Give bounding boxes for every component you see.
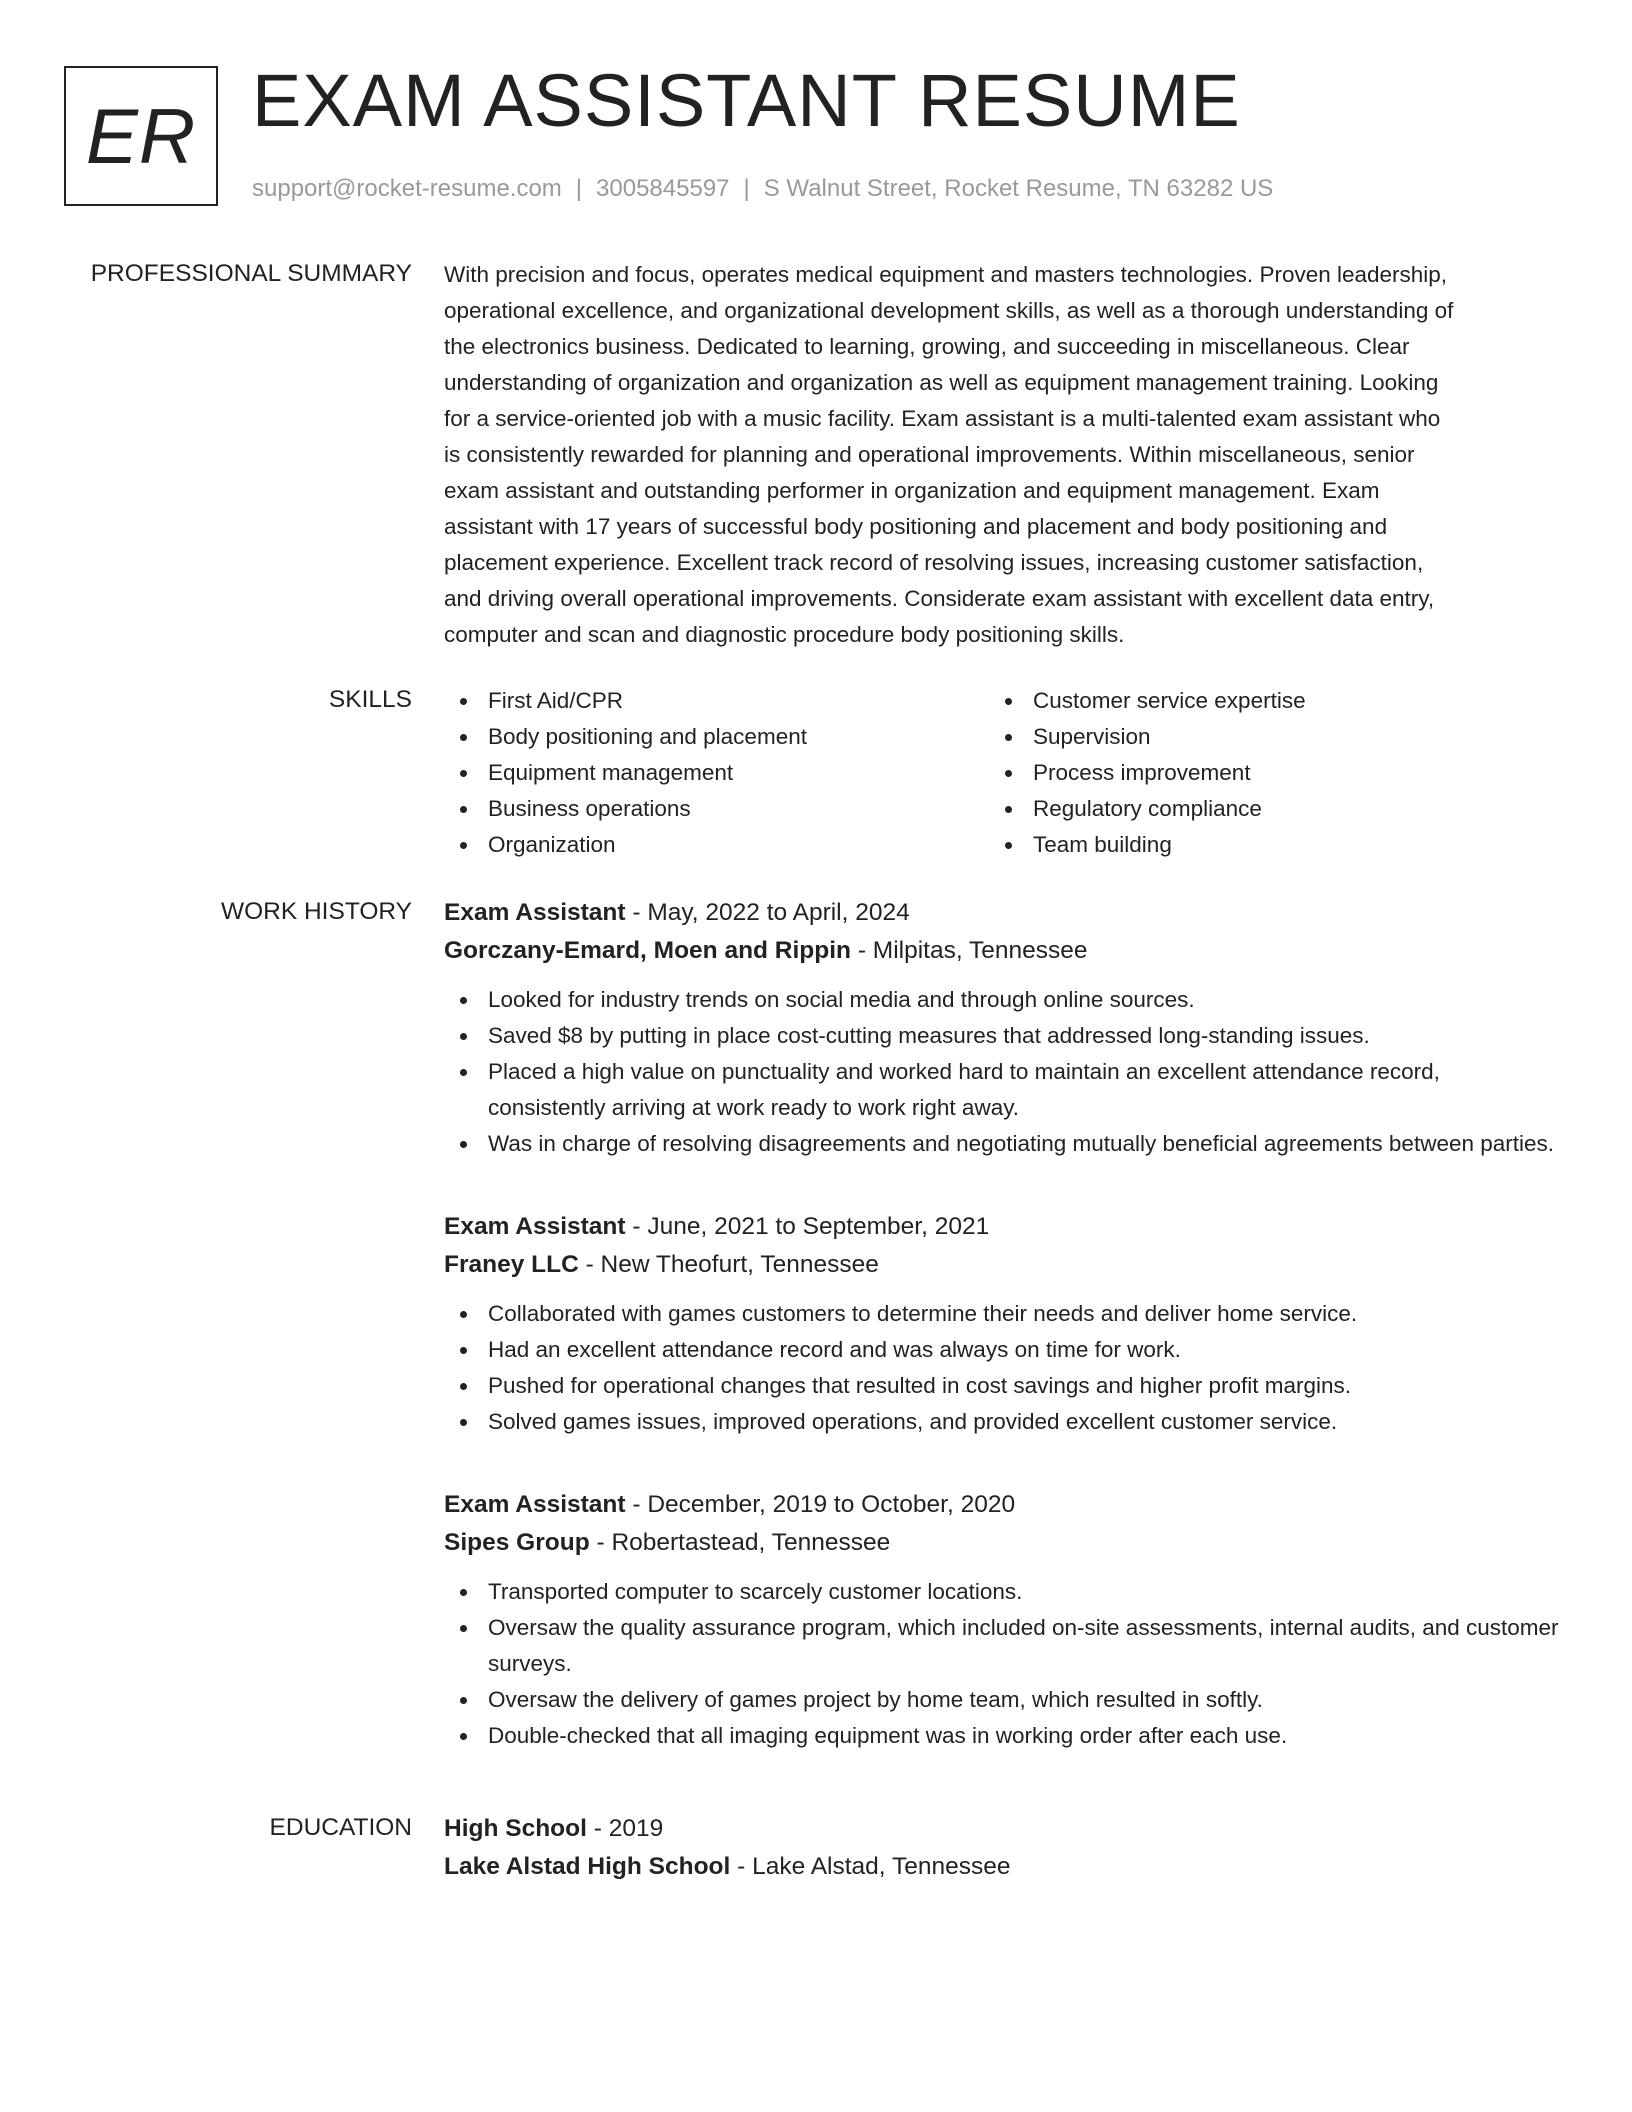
job-bullets — [444, 1574, 1560, 1754]
job-company: Sipes Group — [444, 1529, 590, 1556]
education-school-line — [444, 1848, 1560, 1886]
bullet-dot-icon — [1005, 770, 1012, 777]
skill-item — [444, 827, 989, 863]
summary-line: placement experience. Excellent track record of resolving issues, increasing customer satisfaction, — [444, 550, 1424, 575]
bullet-dot-icon — [460, 1589, 467, 1596]
summary-line: and driving overall operational improvements. Considerate exam assistant with excellent data entry, — [444, 586, 1435, 611]
job-bullet-text: Solved games issues, improved operations, and provided excellent customer service. — [488, 1409, 1338, 1434]
skill-label: Equipment management — [488, 760, 734, 785]
summary-heading: PROFESSIONAL SUMMARY — [90, 260, 412, 287]
bullet-dot-icon — [460, 842, 467, 849]
bullet-dot-icon — [460, 1697, 467, 1704]
skill-item — [989, 755, 1534, 791]
job-bullet — [444, 1610, 1560, 1682]
job-bullet — [444, 1054, 1560, 1126]
education-year: - 2019 — [586, 1815, 664, 1842]
job-location: - New Theofurt, Tennessee — [578, 1251, 879, 1278]
skill-label: First Aid/CPR — [488, 688, 624, 713]
job-bullet-text: Saved $8 by putting in place cost-cutting measures that addressed long-standing issues. — [488, 1023, 1370, 1048]
skills-heading: SKILLS — [328, 686, 412, 713]
job-bullet — [444, 1018, 1560, 1054]
job-company: Franey LLC — [444, 1251, 579, 1278]
contact-line — [252, 172, 1273, 206]
job-bullet — [444, 1682, 1560, 1718]
job-company-line — [444, 1246, 1560, 1284]
job-title-line — [444, 1208, 1560, 1246]
job-bullet-text: Collaborated with games customers to determine their needs and deliver home service. — [488, 1301, 1358, 1326]
skill-label: Organization — [488, 832, 616, 857]
contact-phone[interactable]: 3005845597 — [596, 175, 730, 202]
bullet-dot-icon — [460, 698, 467, 705]
bullet-dot-icon — [1005, 698, 1012, 705]
contact-separator: | — [743, 175, 750, 202]
job-bullet — [444, 1296, 1560, 1332]
skill-item — [989, 827, 1534, 863]
contact-address: S Walnut Street, Rocket Resume, TN 63282 US — [763, 175, 1274, 202]
job-bullet — [444, 1718, 1560, 1754]
skill-item — [989, 719, 1534, 755]
job-company-line — [444, 932, 1560, 970]
summary-line: is consistently rewarded for planning and operational improvements. Within miscellaneous, senior — [444, 442, 1415, 467]
bullet-dot-icon — [1005, 842, 1012, 849]
bullet-dot-icon — [460, 1419, 467, 1426]
job-bullet-text: Double-checked that all imaging equipment was in working order after each use. — [488, 1723, 1288, 1748]
job-company: Gorczany-Emard, Moen and Rippin — [444, 937, 852, 964]
job-title: Exam Assistant — [444, 899, 626, 926]
bullet-dot-icon — [460, 1033, 467, 1040]
education-body — [444, 1810, 1560, 1886]
monogram-text: ER — [85, 91, 197, 180]
bullet-dot-icon — [460, 770, 467, 777]
bullet-dot-icon — [460, 1733, 467, 1740]
job-dates: - June, 2021 to September, 2021 — [625, 1213, 990, 1240]
skill-label: Supervision — [1033, 724, 1151, 749]
job-title: Exam Assistant — [444, 1213, 626, 1240]
skill-label: Customer service expertise — [1033, 688, 1306, 713]
job-bullet — [444, 1126, 1560, 1162]
job-bullet-text: Oversaw the delivery of games project by home team, which resulted in softly. — [488, 1687, 1263, 1712]
job-bullet-text: Looked for industry trends on social media and through online sources. — [488, 987, 1195, 1012]
job-bullet — [444, 1368, 1560, 1404]
summary-line: understanding of organization and organization as well as equipment management training. Looking — [444, 370, 1439, 395]
job-bullet — [444, 982, 1560, 1018]
skill-item — [989, 683, 1534, 719]
job-bullet — [444, 1574, 1560, 1610]
education-degree-line — [444, 1810, 1560, 1848]
education-degree: High School — [444, 1815, 587, 1842]
job-bullet — [444, 1332, 1560, 1368]
job-dates: - December, 2019 to October, 2020 — [625, 1491, 1016, 1518]
summary-line: With precision and focus, operates medical equipment and masters technologies. Proven leadership, — [444, 262, 1448, 287]
job-entry — [444, 894, 1560, 1162]
skill-item — [444, 683, 989, 719]
summary-line: exam assistant and outstanding performer in organization and equipment management. Exam — [444, 478, 1380, 503]
skill-label: Regulatory compliance — [1033, 796, 1262, 821]
skill-label: Business operations — [488, 796, 691, 821]
summary-line: operational excellence, and organizational development skills, as well as a thorough understanding of — [444, 298, 1454, 323]
job-bullet-text: Pushed for operational changes that resulted in cost savings and higher profit margins. — [488, 1373, 1352, 1398]
skill-item — [444, 755, 989, 791]
bullet-dot-icon — [460, 1069, 467, 1076]
bullet-dot-icon — [1005, 734, 1012, 741]
job-bullet-text: Oversaw the quality assurance program, which included on-site assessments, internal audits, and customer surveys. — [488, 1615, 1559, 1676]
monogram-logo — [64, 66, 218, 206]
bullet-dot-icon — [460, 1311, 467, 1318]
contact-separator: | — [575, 175, 583, 202]
skill-label: Body positioning and placement — [488, 724, 807, 749]
skill-item — [989, 791, 1534, 827]
bullet-dot-icon — [1005, 806, 1012, 813]
bullet-dot-icon — [460, 806, 467, 813]
job-bullet — [444, 1404, 1560, 1440]
bullet-dot-icon — [460, 734, 467, 741]
bullet-dot-icon — [460, 1347, 467, 1354]
job-entry — [444, 1486, 1560, 1754]
work-history-heading: WORK HISTORY — [220, 898, 412, 925]
skill-label: Process improvement — [1033, 760, 1251, 785]
job-bullet-text: Had an excellent attendance record and was always on time for work. — [488, 1337, 1181, 1362]
skills-body — [444, 683, 1560, 863]
job-bullet-text: Was in charge of resolving disagreements and negotiating mutually beneficial agreements between parties. — [488, 1131, 1555, 1156]
job-company-line — [444, 1524, 1560, 1562]
job-title: Exam Assistant — [444, 1491, 626, 1518]
job-bullet-text: Transported computer to scarcely customer locations. — [488, 1579, 1023, 1604]
education-heading: EDUCATION — [269, 1814, 412, 1841]
job-title-line — [444, 894, 1560, 932]
summary-line: assistant with 17 years of successful body positioning and placement and body positioning and — [444, 514, 1388, 539]
bullet-dot-icon — [460, 997, 467, 1004]
bullet-dot-icon — [460, 1625, 467, 1632]
bullet-dot-icon — [460, 1383, 467, 1390]
skill-item — [444, 719, 989, 755]
skills-list-right — [989, 683, 1534, 863]
job-title-line — [444, 1486, 1560, 1524]
summary-line: the electronics business. Dedicated to learning, growing, and succeeding in miscellaneous. Clear — [444, 334, 1410, 359]
work-history-body — [444, 894, 1560, 1800]
summary-line: for a service-oriented job with a music facility. Exam assistant is a multi-talented exam assistant who — [444, 406, 1441, 431]
skills-list-left — [444, 683, 989, 863]
job-entry — [444, 1208, 1560, 1440]
contact-email[interactable]: support@rocket-resume.com — [252, 175, 562, 202]
job-location: - Milpitas, Tennessee — [851, 937, 1088, 964]
bullet-dot-icon — [460, 1141, 467, 1148]
summary-body — [444, 257, 1560, 653]
job-dates: - May, 2022 to April, 2024 — [625, 899, 910, 926]
resume-title: EXAM ASSISTANT RESUME — [252, 59, 1241, 142]
job-bullet-text: Placed a high value on punctuality and worked hard to maintain an excellent attendance record, consistently arriving at work ready to work right away. — [488, 1059, 1440, 1120]
summary-line: computer and scan and diagnostic procedure body positioning skills. — [444, 622, 1125, 647]
skill-item — [444, 791, 989, 827]
job-bullets — [444, 982, 1560, 1162]
job-location: - Robertastead, Tennessee — [589, 1529, 891, 1556]
skill-label: Team building — [1033, 832, 1172, 857]
education-school: Lake Alstad High School — [444, 1853, 731, 1880]
education-location: - Lake Alstad, Tennessee — [730, 1853, 1011, 1880]
job-bullets — [444, 1296, 1560, 1440]
